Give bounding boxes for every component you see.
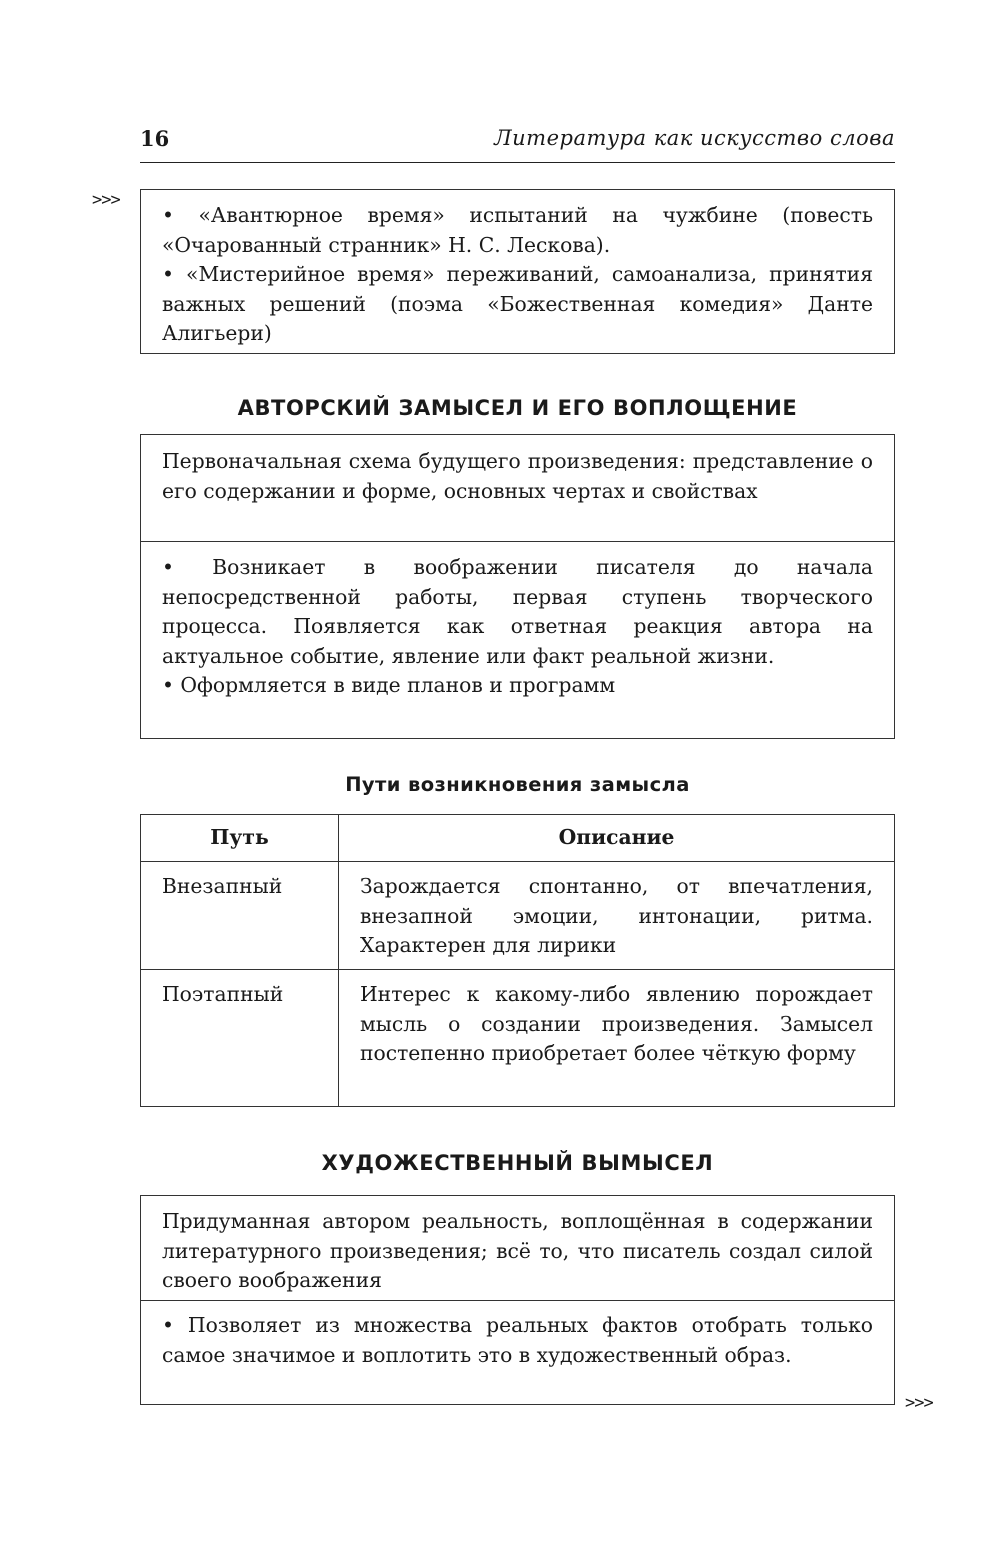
table-header-row [141, 815, 895, 862]
list-item: • Оформляется в виде планов и программ [162, 673, 616, 698]
description-cell: Зарождается спонтанно, от впечатления, внезапной эмоции, интонации, ритма. Характерен для лирики [339, 862, 895, 970]
fiction-definition: Придуманная автором реальность, воплощённая в содержании литературного произведения; всё то, что писатель создал силой своего воображения [162, 1209, 873, 1293]
concept-definition: Первоначальная схема будущего произведения: представление о его содержании и форме, основных чертах и свойствах [162, 449, 873, 503]
top-box-content [141, 190, 894, 349]
continuation-marker-bottom: >>> [905, 1393, 933, 1413]
table-row [141, 970, 895, 1107]
section-heading-fiction: ХУДОЖЕСТВЕННЫЙ ВЫМЫСЕЛ [321, 1151, 714, 1175]
page-number: 16 [140, 126, 170, 151]
concept-box [140, 434, 895, 739]
running-title: Литература как искусство слова [494, 126, 895, 150]
paths-table [140, 814, 895, 1107]
section-heading-concept: АВТОРСКИЙ ЗАМЫСЕЛ И ЕГО ВОПЛОЩЕНИЕ [237, 396, 798, 420]
column-header-path: Путь [141, 815, 339, 862]
page-header [140, 124, 895, 163]
list-item: • «Мистерийное время» переживаний, самоанализа, принятия важных решений (поэма «Божественная комедия» Данте Алигьери) [162, 262, 873, 346]
list-item: • Возникает в воображении писателя до начала непосредственной работы, первая ступень творческого процесса. Появляется как ответная реакция автора на актуальное событие, явление или факт реальной жизни. [162, 555, 873, 668]
continuation-marker-top: >>> [92, 190, 120, 210]
list-item: • Позволяет из множества реальных фактов отобрать только самое значимое и воплотить это в художественный образ. [162, 1313, 873, 1367]
path-cell: Внезапный [141, 862, 339, 970]
column-header-description: Описание [339, 815, 895, 862]
list-item: • «Авантюрное время» испытаний на чужбине (повесть «Очарованный странник» Н. С. Лескова). [162, 203, 873, 257]
top-box [140, 189, 895, 354]
fiction-box [140, 1195, 895, 1405]
description-cell: Интерес к какому-либо явлению порождает мысль о создании произведения. Замысел постепенно приобретает более чёткую форму [339, 970, 895, 1107]
table-row [141, 862, 895, 970]
concept-features [141, 542, 894, 701]
table-title: Пути возникновения замысла [345, 773, 690, 796]
path-cell: Поэтапный [141, 970, 339, 1107]
fiction-features [141, 1301, 894, 1370]
